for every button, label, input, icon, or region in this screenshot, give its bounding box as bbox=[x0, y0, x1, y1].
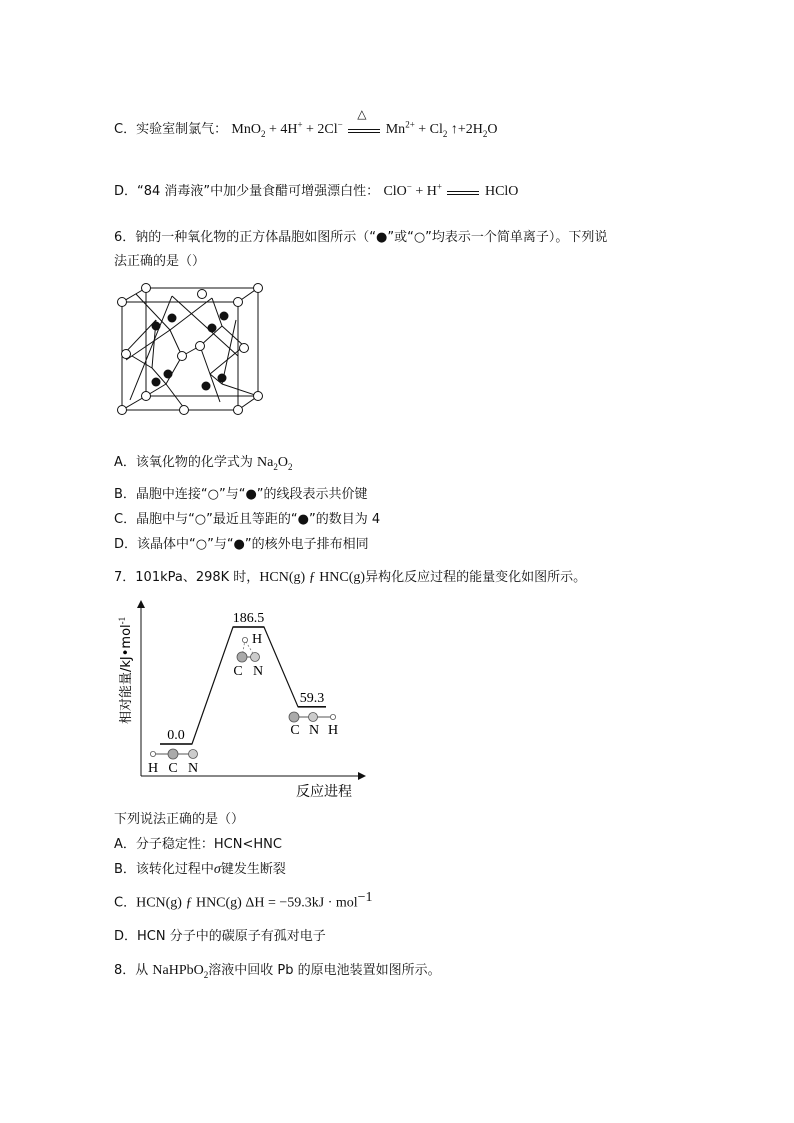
atom-label-h: H bbox=[251, 632, 263, 647]
n-atom bbox=[189, 750, 198, 759]
q5-option-c bbox=[114, 106, 498, 139]
q6-stem-line1: 6．钠的一种氧化物的正方体晶胞如图所示（“●”或“○”均表示一个简单离子）。下列说 bbox=[114, 230, 608, 245]
x-axis-label: 反应进程 bbox=[296, 784, 352, 800]
q6-option-a: A．该氧化物的化学式为 $Na_2O_2$ bbox=[114, 455, 293, 472]
equals-sign bbox=[447, 185, 479, 199]
q7-option-c: C．HCN(g) ƒ HNC(g) ΔH = −59.3kJ · mol$^{-1}$ bbox=[114, 890, 373, 911]
energy-value-label-2: 59.3 bbox=[299, 690, 325, 706]
atom-label-c: C bbox=[290, 723, 300, 738]
energy-value-label-1: 186.5 bbox=[232, 611, 265, 626]
energy-profile-line bbox=[160, 627, 326, 744]
energy-value-label-0: 0.0 bbox=[167, 728, 185, 743]
c-atom bbox=[237, 652, 247, 662]
q7-option-b: B．该转化过程中σ键发生断裂 bbox=[114, 862, 286, 877]
q6-option-c: C．晶胞中与“○”最近且等距的“●”的数目为 4 bbox=[114, 512, 381, 527]
atom-label-c: C bbox=[233, 664, 243, 679]
h-atom bbox=[150, 751, 155, 756]
q7-option-a: A．分子稳定性：HCN<HNC bbox=[114, 837, 282, 852]
atom-label-c: C bbox=[168, 761, 178, 776]
q7-stem: 7．101kPa、298K 时，HCN(g) ƒ HNC(g)异构化反应过程的能量变化如图所示。 bbox=[114, 570, 587, 585]
crystal-cell-figure bbox=[112, 280, 268, 422]
c-atom bbox=[289, 712, 299, 722]
c-atom bbox=[168, 749, 178, 759]
y-axis-label: 相对能量/kJ•mol$^{-1}$ bbox=[117, 616, 134, 724]
heating-equals-sign: △ bbox=[348, 123, 380, 137]
energy-profile-chart bbox=[112, 596, 372, 806]
q5-option-d: D．“84 消毒液”中加少量食醋可增强漂白性： ClO− + H+ HClO bbox=[114, 181, 519, 199]
atom-label-h: H bbox=[147, 761, 159, 776]
q8-stem: 8．从 NaHPbO$_2$溶液中回收 Pb 的原电池装置如图所示。 bbox=[114, 963, 441, 980]
q6-option-b: B．晶胞中连接“○”与“●”的线段表示共价键 bbox=[114, 487, 368, 502]
atom-label-h: H bbox=[327, 723, 339, 738]
atom-label-n: N bbox=[308, 723, 320, 738]
q7-option-d: D．HCN 分子中的碳原子有孤对电子 bbox=[114, 929, 326, 944]
q6-option-a-formula: $Na_2O_2$ bbox=[257, 455, 293, 472]
atom-label-n: N bbox=[252, 664, 264, 679]
q6-option-d: D．该晶体中“○”与“●”的核外电子排布相同 bbox=[114, 537, 369, 552]
n-atom bbox=[309, 713, 318, 722]
h-atom bbox=[242, 637, 247, 642]
q6-stem-line2: 法正确的是（） bbox=[114, 254, 206, 269]
q5-option-c-prefix: C．实验室制氯气： bbox=[114, 122, 228, 137]
q5-option-c-equation: MnO$_2$ + 4H+ + 2Cl− △ $Mn^{2+} + Cl_2$ $↑+2H_2O$ bbox=[231, 106, 498, 139]
h-atom bbox=[330, 714, 335, 719]
n-atom bbox=[251, 653, 260, 662]
atom-label-n: N bbox=[187, 761, 199, 776]
q5-option-d-equation: ClO− + H+ HClO bbox=[383, 181, 519, 199]
q7-question: 下列说法正确的是（） bbox=[114, 812, 245, 827]
